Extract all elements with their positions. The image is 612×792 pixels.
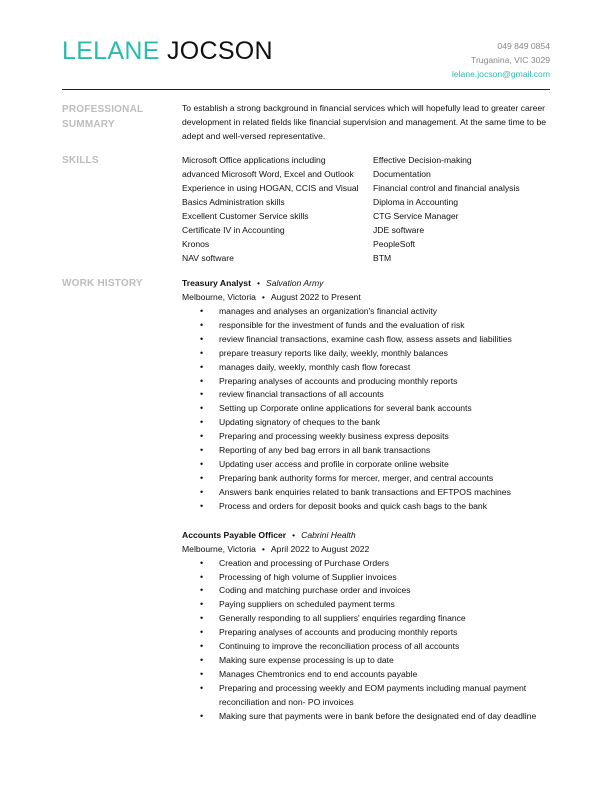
skill-item: Documentation	[373, 169, 431, 179]
skill-item: PeopleSoft	[373, 239, 416, 249]
company-name: Cabrini Health	[301, 529, 356, 540]
skills-column-1	[182, 153, 373, 265]
bullet-item: • Processing of high volume of Supplier invoices	[182, 571, 552, 585]
skill-item: Excellent Customer Service skills	[182, 211, 309, 221]
skill-item: Diploma in Accounting	[373, 197, 459, 207]
job-dates: August 2022 to Present	[270, 292, 361, 302]
skill-item: BTM	[373, 253, 392, 263]
summary-text: To establish a strong background in financial services which will hopefully lead to greater career development in related fields like financial supervision and management. At the same time to be adept and well-versed representative.	[182, 103, 547, 141]
bullet-item: • Updating user access and profile in corporate online website	[182, 458, 552, 472]
bullet-item: • Answers bank enquiries related to bank transactions and EFTPOS machines	[182, 486, 552, 500]
bullet-item: • review financial transactions of all accounts	[182, 388, 552, 402]
bullet-item: • Making sure expense processing is up to date	[182, 654, 552, 668]
company-name: Salvation Army	[265, 278, 324, 288]
skill-item: Financial control and financial analysis	[373, 183, 520, 193]
summary-label-line-2: SUMMARY	[62, 119, 115, 130]
skill-item: Effective Decision-making	[373, 155, 472, 165]
bullet-item: • prepare treasury reports like daily, weekly, monthly balances	[182, 347, 552, 361]
job-bullets	[182, 305, 552, 514]
skill-item: advanced Microsoft Word, Excel and Outlook	[182, 169, 354, 179]
bullet-item: • Setting up Corporate online applications for several bank accounts	[182, 402, 552, 416]
job-heading	[182, 276, 552, 290]
job-meta	[182, 542, 552, 556]
last-name: JOCSON	[166, 37, 273, 65]
bullet-item: • Continuing to improve the reconciliation process of all accounts	[182, 640, 552, 654]
bullet-item: • Preparing analyses of accounts and producing monthly reports	[182, 626, 552, 640]
skills-label: SKILLS	[62, 155, 99, 166]
bullet-item: • Preparing bank authority forms for mercer, merger, and central accounts	[182, 472, 552, 486]
separator: •	[256, 278, 260, 288]
candidate-name	[62, 36, 273, 66]
bullet-item: • Generally responding to all suppliers' enquiries regarding finance	[182, 612, 552, 626]
skill-item: Kronos	[182, 239, 210, 249]
contact-block	[452, 39, 550, 81]
bullet-item: • Creation and processing of Purchase Orders	[182, 557, 552, 571]
work-history	[182, 276, 552, 723]
phone: 049 849 0854	[497, 41, 550, 51]
job-entry	[182, 528, 552, 724]
job-entry	[182, 276, 552, 514]
job-bullets	[182, 557, 552, 724]
bullet-item: • Process and orders for deposit books and quick cash bags to the bank	[182, 500, 552, 514]
bullet-item: • Preparing analyses of accounts and producing monthly reports	[182, 375, 552, 389]
bullet-item: • manages daily, weekly, monthly cash flow forecast	[182, 361, 552, 375]
first-name: LELANE	[62, 37, 160, 65]
bullet-item: • Preparing and processing weekly and EOM payments including manual payment reconciliation and non- PO invoices	[182, 682, 552, 710]
job-title: Treasury Analyst	[182, 278, 251, 288]
job-dates: April 2022 to August 2022	[270, 543, 370, 554]
skill-item: JDE software	[373, 225, 425, 235]
job-location: Melbourne, Victoria	[182, 292, 256, 302]
skill-item: Certificate IV in Accounting	[182, 225, 285, 235]
bullet-item: • Updating signatory of cheques to the bank	[182, 416, 552, 430]
bullet-item: • Coding and matching purchase order and invoices	[182, 584, 552, 598]
bullet-item: • responsible for the investment of funds and the evaluation of risk	[182, 319, 552, 333]
skill-item: Microsoft Office applications including	[182, 155, 326, 165]
separator: •	[261, 543, 265, 554]
bullet-item: • Preparing and processing weekly business express deposits	[182, 430, 552, 444]
work-history-label: WORK HISTORY	[62, 278, 143, 289]
location: Truganina, VIC 3029	[471, 55, 550, 65]
bullet-item: • manages and analyses an organization's financial activity	[182, 305, 552, 319]
job-title: Accounts Payable Officer	[182, 529, 287, 540]
job-location: Melbourne, Victoria	[182, 543, 256, 554]
skill-item: Basics Administration skills	[182, 197, 285, 207]
job-meta	[182, 290, 552, 304]
skills-list	[182, 153, 552, 265]
separator: •	[292, 529, 296, 540]
separator: •	[261, 292, 265, 302]
bullet-item: • review financial transactions, examine cash flow, assess assets and liabilities	[182, 333, 552, 347]
bullet-item: • Manages Chemtronics end to end accounts payable	[182, 668, 552, 682]
bullet-item: • Reporting of any bed bag errors in all bank transactions	[182, 444, 552, 458]
job-heading	[182, 528, 552, 542]
bullet-item: • Making sure that payments were in bank before the designated end of day deadline	[182, 710, 552, 724]
header-divider	[62, 89, 550, 90]
skills-column-2	[373, 153, 552, 265]
summary-label	[62, 102, 143, 132]
bullet-item: • Paying suppliers on scheduled payment terms	[182, 598, 552, 612]
skill-item: Experience in using HOGAN, CCIS and Visual	[182, 183, 359, 193]
email-link[interactable]: lelane.jocson@gmail.com	[451, 69, 550, 79]
skill-item: NAV software	[182, 253, 234, 263]
skill-item: CTG Service Manager	[373, 211, 459, 221]
summary-label-line-1: PROFESSIONAL	[62, 104, 144, 115]
